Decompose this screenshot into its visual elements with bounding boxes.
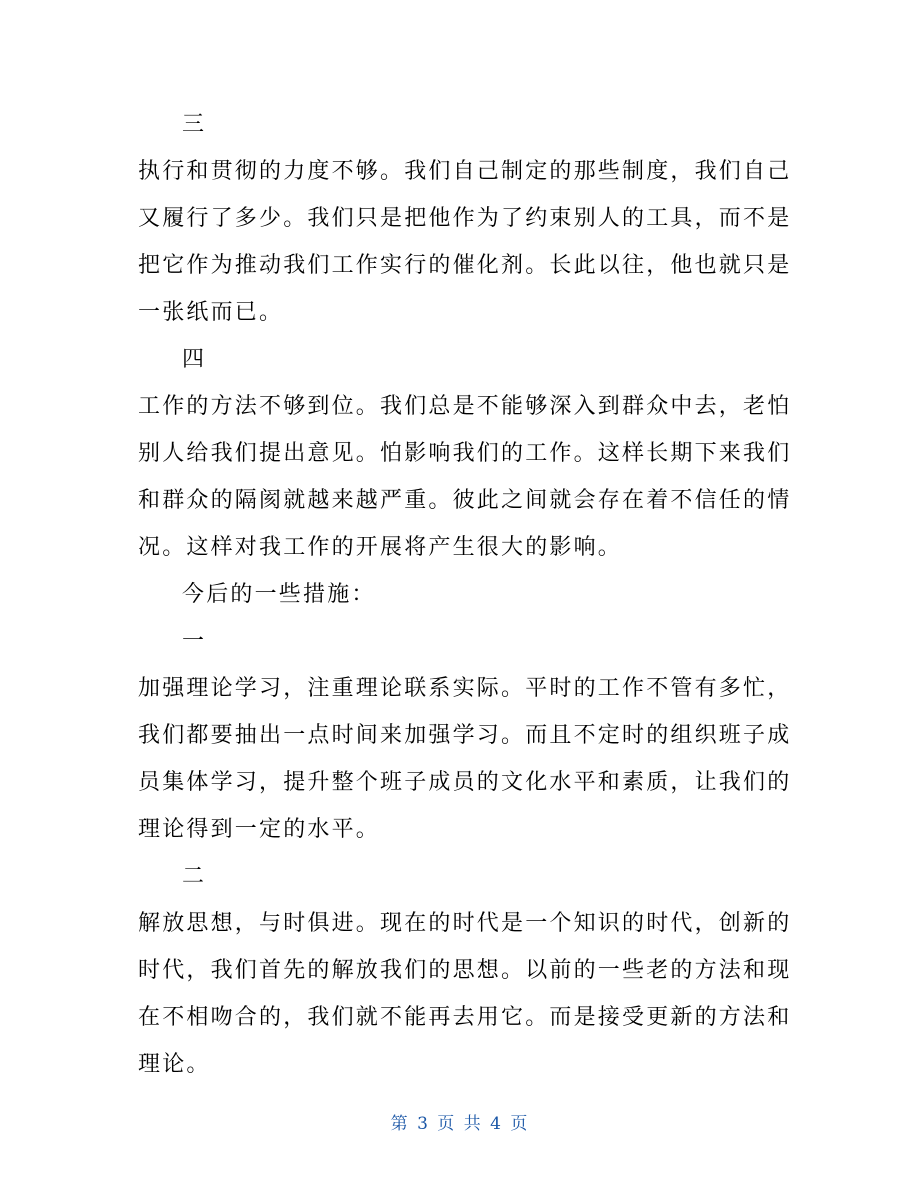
page-footer: 第 3 页 共 4 页 xyxy=(390,1114,530,1134)
paragraph-line: 和群众的隔阂就越来越严重。彼此之间就会存在着不信任的情 xyxy=(138,488,792,513)
section-number: 二 xyxy=(182,864,207,889)
paragraph-line: 一张纸而已。 xyxy=(138,300,284,325)
section-number: 三 xyxy=(182,112,207,137)
paragraph-line: 时代，我们首先的解放我们的思想。以前的一些老的方法和现 xyxy=(138,958,792,983)
paragraph-line: 把它作为推动我们工作实行的催化剂。长此以往，他也就只是 xyxy=(138,253,792,278)
section-number: 一 xyxy=(182,629,207,654)
paragraph-line: 我们都要抽出一点时间来加强学习。而且不定时的组织班子成 xyxy=(138,723,792,748)
paragraph-line: 理论得到一定的水平。 xyxy=(138,817,381,842)
paragraph-line: 加强理论学习，注重理论联系实际。平时的工作不管有多忙， xyxy=(138,676,792,701)
paragraph-line: 员集体学习，提升整个班子成员的文化水平和素质，让我们的 xyxy=(138,770,792,795)
paragraph-line: 况。这样对我工作的开展将产生很大的影响。 xyxy=(138,535,623,560)
paragraph-line: 执行和贯彻的力度不够。我们自己制定的那些制度，我们自己 xyxy=(138,159,792,184)
paragraph-line: 工作的方法不够到位。我们总是不能够深入到群众中去，老怕 xyxy=(138,394,792,419)
paragraph-line: 解放思想，与时俱进。现在的时代是一个知识的时代，创新的 xyxy=(138,911,792,936)
paragraph-line: 又履行了多少。我们只是把他作为了约束别人的工具，而不是 xyxy=(138,206,792,231)
paragraph-line: 理论。 xyxy=(138,1052,211,1077)
paragraph-line: 别人给我们提出意见。怕影响我们的工作。这样长期下来我们 xyxy=(138,441,792,466)
paragraph-line: 在不相吻合的，我们就不能再去用它。而是接受更新的方法和 xyxy=(138,1005,792,1030)
section-heading: 今后的一些措施： xyxy=(182,582,376,607)
section-number: 四 xyxy=(182,347,207,372)
